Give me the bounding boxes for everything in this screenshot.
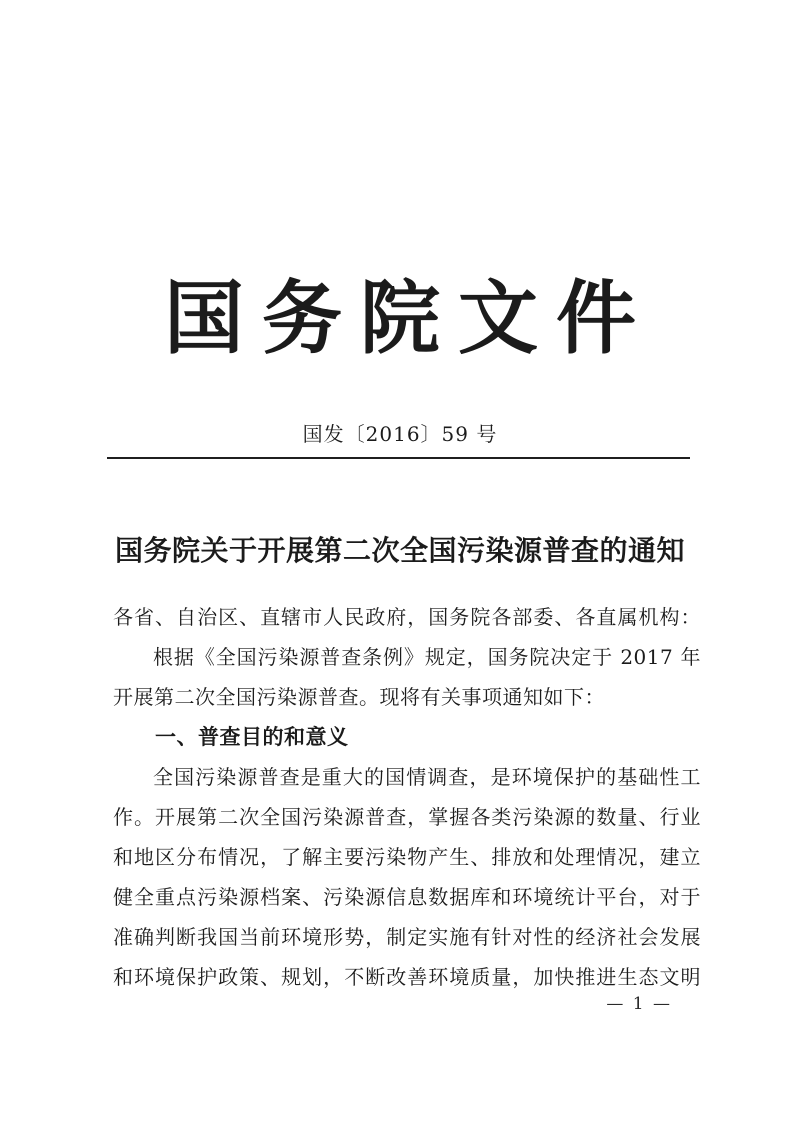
body-line: 全国污染源普查是重大的国情调查，是环境保护的基础性工 [153,765,701,789]
document-number: 国发〔2016〕59 号 [302,422,498,446]
section-heading-1: 一、普查目的和意义 [155,725,349,749]
body-line: 健全重点污染源档案、污染源信息数据库和环境统计平台，对于 [113,885,701,909]
body-line: 和地区分布情况，了解主要污染物产生、排放和处理情况，建立 [113,845,701,869]
document-masthead-title: 国务院文件 [164,271,654,365]
document-subject-heading: 国务院关于开展第二次全国污染源普查的通知 [114,534,685,567]
body-line: 开展第二次全国污染源普查。现将有关事项通知如下： [113,685,605,709]
masthead-divider-rule [107,457,690,459]
page-number: — 1 — [606,994,672,1014]
body-line: 作。开展第二次全国污染源普查，掌握各类污染源的数量、行业 [113,805,701,829]
body-line: 和环境保护政策、规划，不断改善环境质量，加快推进生态文明 [113,965,701,989]
body-line: 根据《全国污染源普查条例》规定，国务院决定于 2017 年 [153,645,701,669]
body-line-salutation: 各省、自治区、直辖市人民政府，国务院各部委、各直属机构： [113,605,701,629]
document-body [113,597,701,997]
body-line: 准确判断我国当前环境形势，制定实施有针对性的经济社会发展 [113,925,701,949]
